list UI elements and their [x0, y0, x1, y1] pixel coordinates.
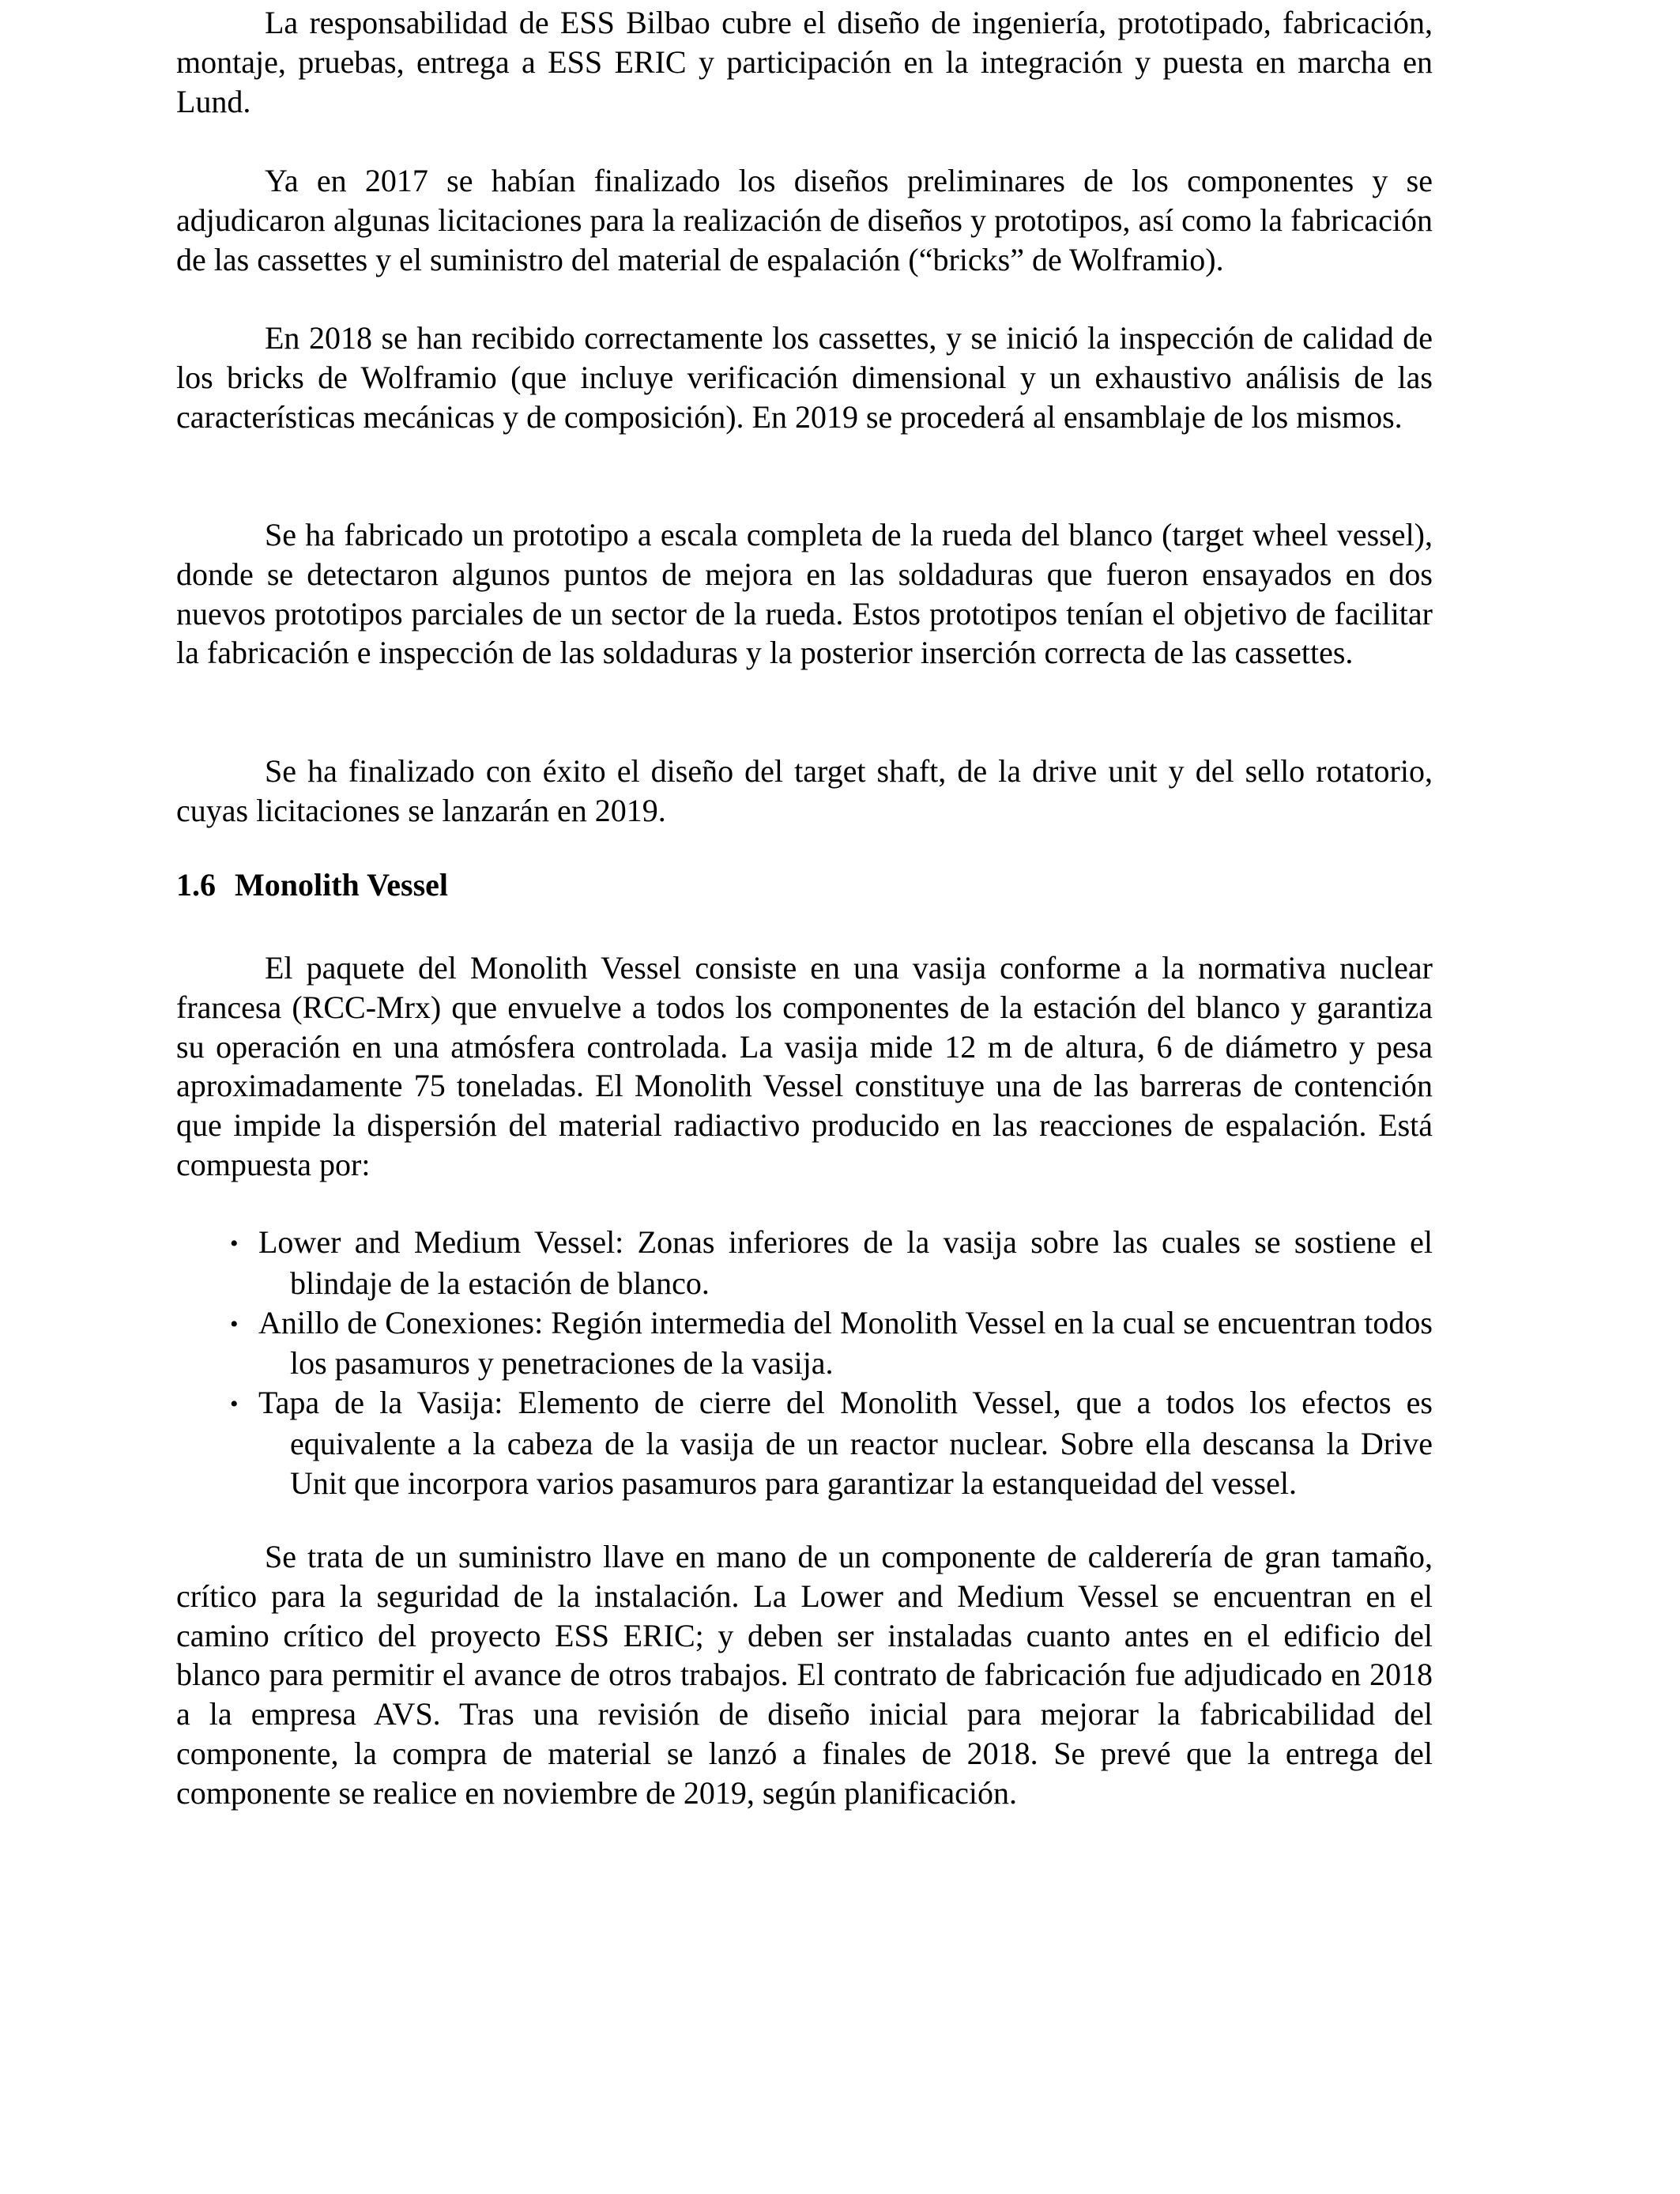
list-item — [176, 1223, 1433, 1303]
paragraph-2017-designs: Ya en 2017 se habían finalizado los diseños preliminares de los componentes y se adjudicaron algunas licitaciones para la realización de diseños y prototipos, así como la fabricación de las cassettes y el suministro del material de espalación (“bricks” de Wolframio). — [176, 163, 1433, 277]
paragraph-monolith-intro: El paquete del Monolith Vessel consiste en una vasija conforme a la normativa nuclear francesa (RCC-Mrx) que envuelve a todos los componentes de la estación del blanco y garantiza su operación en una atmósfera controlada. La vasija mide 12 m de altura, 6 de diámetro y pesa aproximadamente 75 toneladas. El Monolith Vessel constituye una de las barreras de contención que impide la dispersión del material radiactivo producido en las reacciones de espalación. Está compuesta por: — [176, 950, 1433, 1182]
paragraph-2018-cassettes: En 2018 se han recibido correctamente los cassettes, y se inició la inspección de calidad de los bricks de Wolframio (que incluye verificación dimensional y un exhaustivo análisis de las características mecánicas y de composición). En 2019 se procederá al ensamblaje de los mismos. — [176, 320, 1433, 435]
list-item-text: Tapa de la Vasija: Elemento de cierre del Monolith Vessel, que a todos los efectos es equivalente a la cabeza de la vasija de un reactor nuclear. Sobre ella descansa la Drive Unit que incorpora varios pasamuros para garantizar la estanqueidad del vessel. — [258, 1385, 1433, 1501]
component-bullet-list — [176, 1223, 1433, 1503]
paragraph-turnkey-supply: Se trata de un suministro llave en mano de un componente de calderería de gran tamaño, crítico para la seguridad de la instalación. La Lower and Medium Vessel se encuentran en el camino crítico del proyecto ESS ERIC; y deben ser instaladas cuanto antes en el edificio del blanco para permitir el avance de otros trabajos. El contrato de fabricación fue adjudicado en 2018 a la empresa AVS. Tras una revisión de diseño inicial para mejorar la fabricabilidad del componente, la compra de material se lanzó a finales de 2018. Se prevé que la entrega del componente se realice en noviembre de 2019, según planificación. — [176, 1539, 1433, 1811]
paragraph-target-shaft-design: Se ha finalizado con éxito el diseño del target shaft, de la drive unit y del sello rotatorio, cuyas licitaciones se lanzarán en 2019. — [176, 753, 1433, 828]
list-item — [176, 1303, 1433, 1384]
paragraph-target-wheel-prototype: Se ha fabricado un prototipo a escala completa de la rueda del blanco (target wheel vessel), donde se detectaron algunos puntos de mejora en las soldaduras que fueron ensayados en dos nuevos prototipos parciales de un sector de la rueda. Estos prototipos tenían el objetivo de facilitar la fabricación e inspección de las soldaduras y la posterior inserción correcta de las cassettes. — [176, 517, 1433, 671]
paragraph-ess-bilbao-responsibility: La responsabilidad de ESS Bilbao cubre el diseño de ingeniería, prototipado, fabricación, montaje, pruebas, entrega a ESS ERIC y participación en la integración y puesta en marcha en Lund. — [176, 5, 1433, 119]
bullet-icon: • — [230, 1310, 239, 1337]
section-heading — [176, 865, 448, 905]
bullet-icon: • — [230, 1231, 239, 1257]
list-item-text: Lower and Medium Vessel: Zonas inferiores de la vasija sobre las cuales se sostiene el blindaje de la estación de blanco. — [258, 1224, 1433, 1301]
section-number: 1.6 — [176, 867, 216, 903]
bullet-icon: • — [230, 1391, 239, 1418]
list-item — [176, 1383, 1433, 1502]
section-title: Monolith Vessel — [235, 867, 449, 903]
list-item-text: Anillo de Conexiones: Región intermedia del Monolith Vessel en la cual se encuentran todos los pasamuros y penetraciones de la vasija. — [258, 1304, 1433, 1382]
